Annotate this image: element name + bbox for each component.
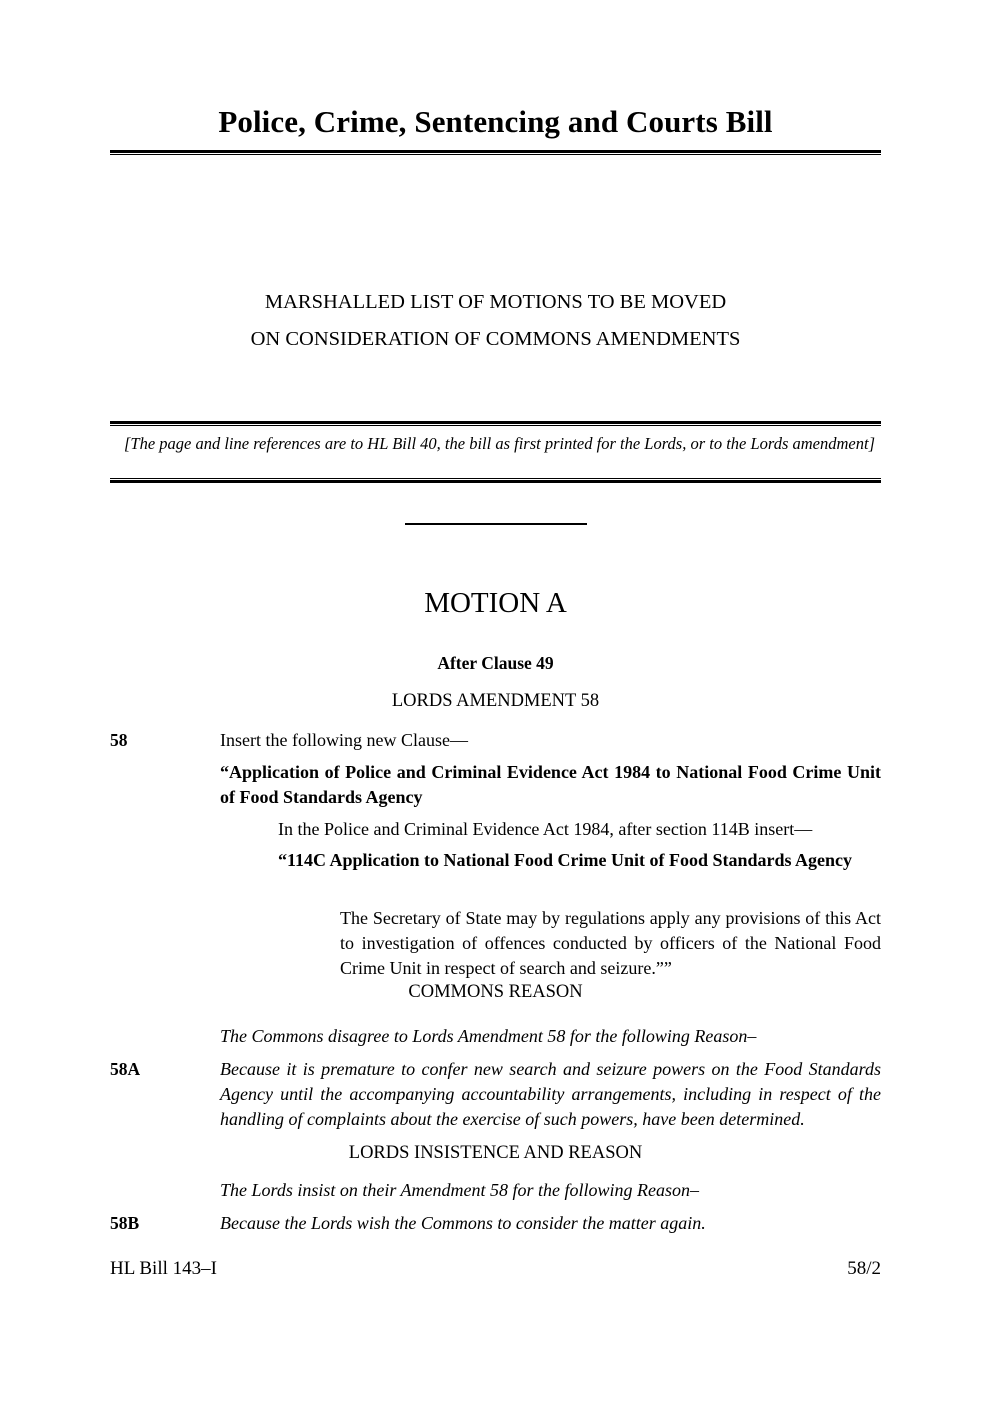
lords-insistence-intro: The Lords insist on their Amendment 58 for the following Reason– <box>220 1180 700 1200</box>
commons-reason-text: Because it is premature to confer new search and seizure powers on the Food Standards Agency until the accompanying accountability arrangements, including in respect of the handling of complaints about the exercise of such powers, have been determined. <box>220 1059 881 1129</box>
after-clause-heading: After Clause 49 <box>437 653 554 673</box>
commons-reason-intro: The Commons disagree to Lords Amendment 58 for the following Reason– <box>220 1026 757 1046</box>
page-title: Police, Crime, Sentencing and Courts Bill <box>218 104 773 139</box>
new-section-title: “114C Application to National Food Crime Unit of Food Standards Agency <box>278 850 853 870</box>
new-section-body: The Secretary of State may by regulations apply any provisions of this Act to investigation of offences conducted by officers of the National Food Crime Unit in respect of search and seizure.”” <box>340 908 881 978</box>
lords-insistence-number: 58B <box>110 1213 140 1233</box>
subtitle-line-1: MARSHALLED LIST OF MOTIONS TO BE MOVED <box>264 291 727 313</box>
note-rule-bottom <box>110 478 881 483</box>
page-reference: 58/2 <box>847 1258 881 1279</box>
title-rule <box>110 150 881 155</box>
bill-reference: HL Bill 143–I <box>110 1258 217 1279</box>
commons-reason-heading: COMMONS REASON <box>408 982 583 1002</box>
page-line-reference-note: [The page and line references are to HL Bill 40, the bill as first printed for the Lords, or to the Lords amendment] <box>123 434 876 453</box>
commons-reason-row <box>110 1057 881 1131</box>
subtitle-line-2: ON CONSIDERATION OF COMMONS AMENDMENTS <box>250 327 741 350</box>
lords-insistence-heading: LORDS INSISTENCE AND REASON <box>348 1143 643 1163</box>
amendment-intro-text: In the Police and Criminal Evidence Act 1984, after section 114B insert— <box>278 819 813 839</box>
note-rule-top <box>110 421 881 426</box>
commons-reason-number: 58A <box>110 1059 141 1079</box>
page-footer <box>110 1258 881 1280</box>
subtitle-block <box>110 292 881 349</box>
lords-amendment-heading: LORDS AMENDMENT 58 <box>391 691 600 711</box>
new-clause-title: “Application of Police and Criminal Evidence Act 1984 to National Food Crime Unit of Food Standards Agency <box>220 762 881 807</box>
amendment-lead-in: Insert the following new Clause— <box>220 730 468 750</box>
motion-heading: MOTION A <box>424 587 567 619</box>
amendment-row <box>110 728 881 753</box>
section-separator-rule <box>405 523 587 525</box>
amendment-number: 58 <box>110 730 128 750</box>
lords-insistence-row <box>110 1211 881 1236</box>
lords-insistence-text: Because the Lords wish the Commons to consider the matter again. <box>220 1213 706 1233</box>
